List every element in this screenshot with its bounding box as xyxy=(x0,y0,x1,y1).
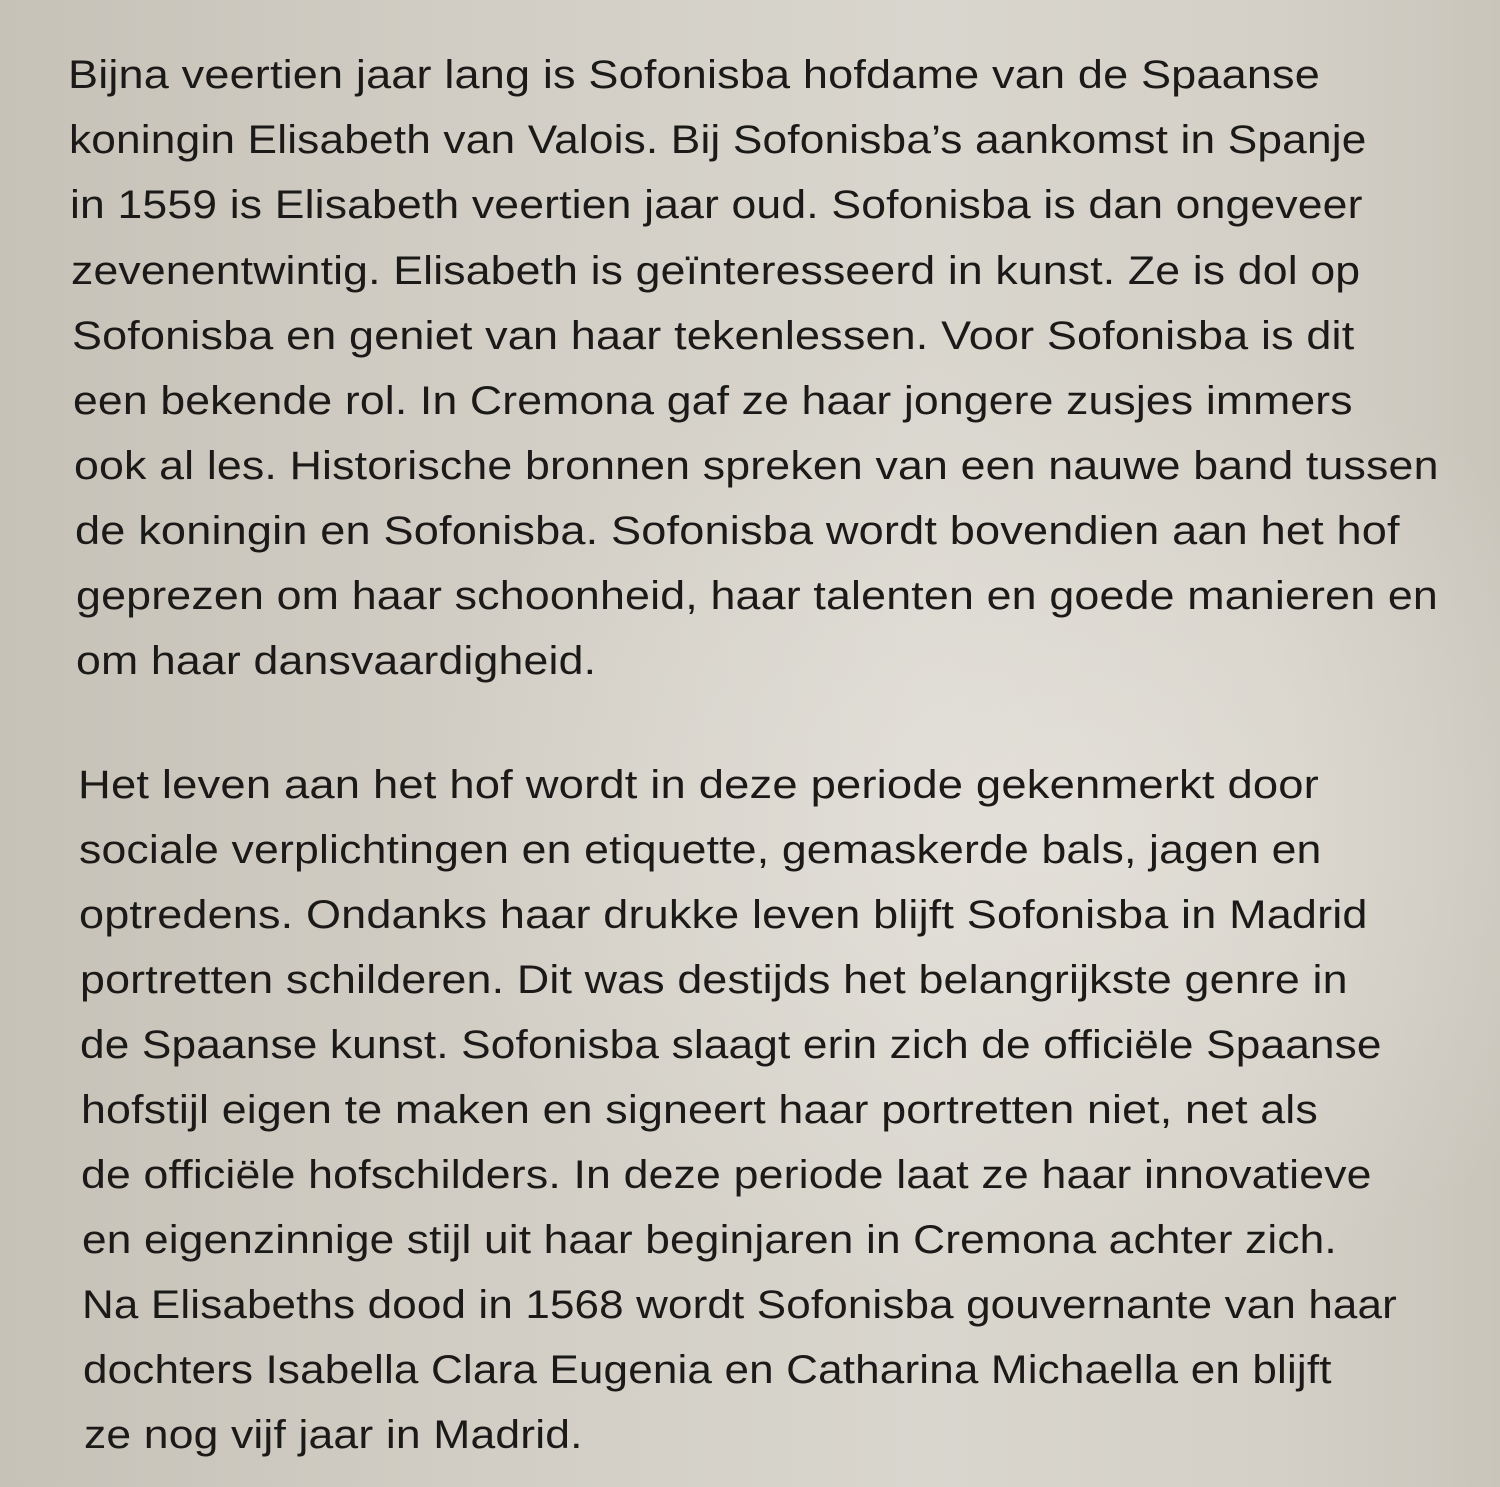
text-line: en eigenzinnige stijl uit haar beginjaren in Cremona achter zich. xyxy=(82,1218,1337,1262)
text-line: de Spaanse kunst. Sofonisba slaagt erin zich de officiële Spaanse xyxy=(80,1023,1382,1067)
text-line: optredens. Ondanks haar drukke leven blijft Sofonisba in Madrid xyxy=(79,893,1368,937)
text-line: in 1559 is Elisabeth veertien jaar oud. Sofonisba is dan ongeveer xyxy=(70,183,1363,227)
text-line: Sofonisba en geniet van haar tekenlessen. Voor Sofonisba is dit xyxy=(72,314,1355,358)
text-line: ze nog vijf jaar in Madrid. xyxy=(84,1413,583,1457)
text-line: een bekende rol. In Cremona gaf ze haar jongere zusjes immers xyxy=(73,379,1353,423)
text-line: om haar dansvaardigheid. xyxy=(76,639,597,683)
text-line: ook al les. Historische bronnen spreken van een nauwe band tussen xyxy=(74,444,1439,488)
text-line: Het leven aan het hof wordt in deze periode gekenmerkt door xyxy=(78,763,1319,807)
text-line: de koningin en Sofonisba. Sofonisba wordt bovendien aan het hof xyxy=(75,509,1400,553)
text-line: geprezen om haar schoonheid, haar talenten en goede manieren en xyxy=(76,574,1438,618)
text-line: koningin Elisabeth van Valois. Bij Sofonisba’s aankomst in Spanje xyxy=(69,118,1367,162)
text-line: portretten schilderen. Dit was destijds het belangrijkste genre in xyxy=(80,958,1348,1002)
text-line: dochters Isabella Clara Eugenia en Catharina Michaella en blijft xyxy=(83,1348,1332,1392)
text-line: hofstijl eigen te maken en signeert haar portretten niet, net als xyxy=(81,1088,1318,1132)
text-line: sociale verplichtingen en etiquette, gemaskerde bals, jagen en xyxy=(79,828,1322,872)
text-line: zevenentwintig. Elisabeth is geïnteresseerd in kunst. Ze is dol op xyxy=(71,249,1361,293)
text-line: Bijna veertien jaar lang is Sofonisba hofdame van de Spaanse xyxy=(68,53,1320,97)
text-line: Na Elisabeths dood in 1568 wordt Sofonisba gouvernante van haar xyxy=(82,1283,1397,1327)
text-line: de officiële hofschilders. In deze periode laat ze haar innovatieve xyxy=(81,1153,1372,1197)
